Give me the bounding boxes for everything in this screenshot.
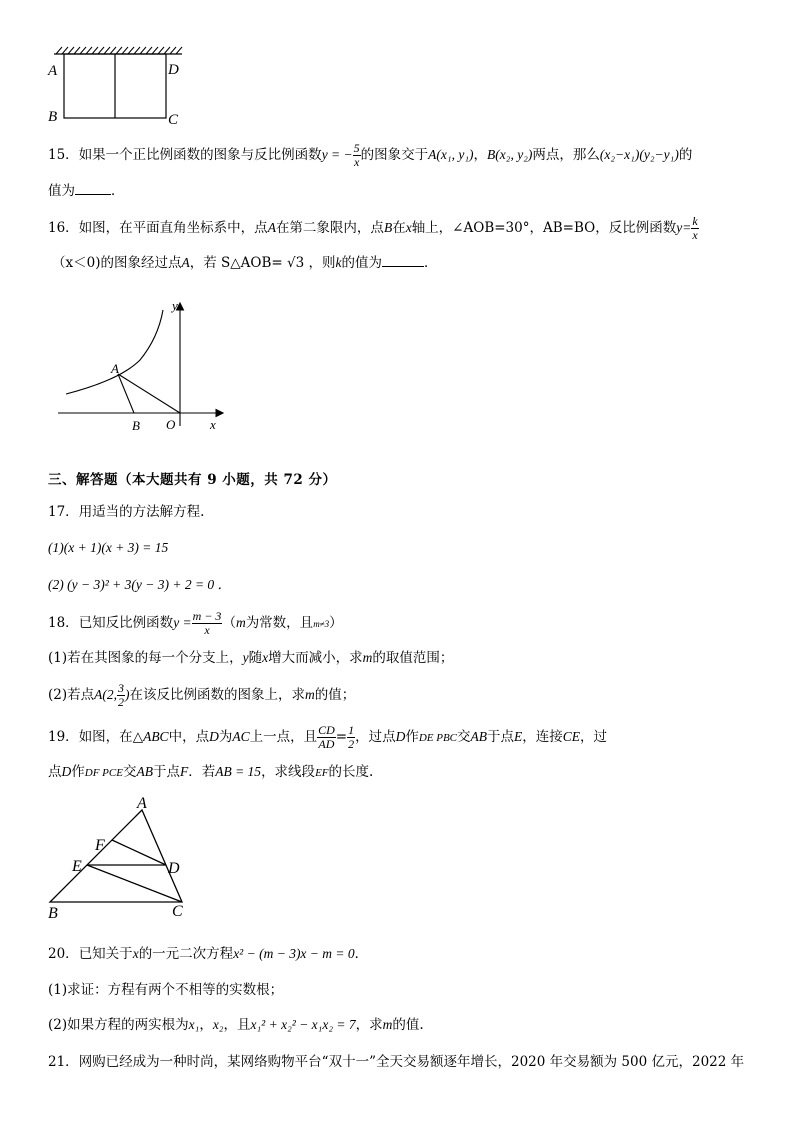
q16-line2a: （x＜0)的图象经过点 [52,255,182,271]
q15-pointA: A(x₁, y₁) [428,147,474,162]
q19-D: D [209,729,219,744]
q19-triangle: △ABC [132,729,169,744]
q20-p2a: (2)如果方程的两实根为 [48,1017,189,1033]
q17-number: 17． [48,504,79,520]
q19-l2g: 的长度. [328,764,374,780]
section3-heading: 三、解答题（本大题共有 9 小题，共 72 分） [48,472,337,488]
q19-l2-F: F [179,764,189,779]
q19-text10: ，过 [580,729,608,745]
q20-line1 [48,944,368,964]
q19-l2a: 点 [48,764,62,780]
q18-p1c: 增大而减小，求 [268,650,363,666]
label-E: E [72,858,82,875]
q18-fraction: $\frac{m - 3}{x}$ [192,609,222,637]
q20-equation: x² − (m − 3)x − m = 0 [233,946,355,961]
q16-yeq: y= [676,220,692,235]
q19-text3: 为 [218,729,233,745]
q17-part1: (1)(x + 1)(x + 3) = 15 [48,540,169,555]
q21-line1 [48,1052,744,1072]
q20-sep: ， [199,1017,213,1033]
q18-text4: ） [329,615,343,631]
q19-text4: 上一点，且 [249,729,318,745]
q15-line1 [48,142,692,169]
q19-l2-D: D [61,764,72,779]
q20-x2: x₂ [212,1017,224,1032]
q17-line1 [48,502,204,522]
q18-p2-close: ) [125,687,130,702]
q19-text6: 作 [405,729,419,745]
q16-fraction: $\frac{k}{x}$ [692,214,698,242]
label-B: B [132,418,140,433]
q20-number: 20． [48,946,79,962]
q18-p2a: (2)若点 [48,687,95,703]
label-D: D [168,62,179,78]
q19-line2 [48,762,373,783]
label-x: x [210,417,216,432]
q20-part2 [48,1015,424,1035]
q20-text2: 的一元二次方程 [138,946,234,962]
q18-p2-point: A(2, [94,687,117,702]
q16-A: A [267,220,276,235]
q19-AC: AC [232,729,250,744]
q18-p2c: 的值； [314,687,356,703]
q19-fraction2: $\frac{1}{2}$ [348,723,355,751]
q19-E: E [514,729,523,744]
q19-l2c: 交 [122,764,137,780]
q19-l2-value: AB = 15 [215,764,262,779]
q19-l2-AB: AB [136,764,153,779]
q19-text7: 交 [457,729,471,745]
q18-p2-fraction: $\frac{3}{2}$ [118,681,124,709]
q18-p1b: 随 [248,650,263,666]
q19-CE: CE [562,729,581,744]
q15-text2: 的图象交于 [360,147,429,163]
q15-end: ． [111,183,125,199]
label-C: C [168,112,179,128]
q15-fraction: $\frac{5}{x}$ [353,141,360,169]
triangle-ABC [50,810,182,902]
q16-coordinate-figure [52,296,232,438]
q18-yeq: y = [173,615,192,630]
q19-text2: 中，点 [168,729,210,745]
q15-answer-blank [75,180,111,195]
q19-text5: ，过点 [355,729,396,745]
ceiling-hatch [56,47,182,54]
q17-part2: (2) (y − 3)² + 3(y − 3) + 2 = 0 ． [48,577,232,592]
segment-DF [112,840,166,865]
q19-fraction1: $\frac{CD}{AD}$ [318,723,335,751]
label-O: O [166,417,176,432]
q18-text1: 已知反比例函数 [78,615,174,631]
q20-x: x [132,946,139,961]
hanging-rectangle-figure [40,44,190,129]
label-A: A [48,63,58,79]
q18-p1-y: y [242,650,249,665]
q15-pointB: B(x₂, y₂) [487,147,533,162]
q20-end: ． [354,946,369,962]
q20-p2c: ，求 [355,1017,383,1033]
q19-line1 [48,724,607,751]
q16-k: k [335,255,342,270]
q21-number: 21． [48,1054,79,1070]
q16-A2: A [181,255,190,270]
q21-text: 网购已经成为一种时尚，某网络购物平台“双十一”全天交易额逐年增长，2020 年交易额为 500 亿元，2022 年 [78,1054,745,1070]
label-A: A [137,795,147,812]
q18-p1-x: x [262,650,269,665]
q19-l2f: ，求线段 [261,764,316,780]
label-B: B [48,109,58,125]
q18-line1 [48,610,343,637]
q18-p2-m: m [305,687,315,702]
q19-l2-EF: EF [315,767,329,779]
q19-text1: 如图，在 [78,729,133,745]
q19-eq: = [335,729,348,745]
q18-text3: 为常数，且 [245,615,314,631]
q16-x: x [405,220,412,235]
q18-part1 [48,648,453,668]
q19-number: 19． [48,729,79,745]
q16-text1: 如图，在平面直角坐标系中，点 [78,220,268,236]
q17-text: 用适当的方法解方程. [78,504,205,520]
q19-l2d: 于点 [152,764,180,780]
q20-part1: (1)求证：方程有两个不相等的实数根； [48,982,284,998]
q15-text1: 如果一个正比例函数的图象与反比例函数 [78,147,322,163]
q16-end: ． [423,255,438,271]
q19-D2: D [395,729,406,744]
q16-line2 [52,252,437,273]
label-C: C [172,903,183,920]
q16-line1 [48,215,699,242]
label-B: B [48,905,58,922]
q15-sep: ， [473,147,488,163]
q15-text4: 的 [678,147,693,163]
q19-parallel2: DF PCE [84,767,123,779]
q19-text9: ，连接 [522,729,563,745]
q20-p2d: 的值. [392,1017,424,1033]
q19-text8: 于点 [487,729,515,745]
q16-line2c: 的值为 [341,255,382,271]
q18-part2 [48,682,355,709]
q16-text3: 在 [392,220,406,236]
q15-func: y = − [321,147,353,162]
q18-p1a: (1)若在其图象的每一个分支上， [48,650,243,666]
q19-l2e: ．若 [188,764,216,780]
q18-number: 18． [48,615,79,631]
q18-m: m [235,615,246,630]
q15-text3: 两点，那么 [532,147,600,163]
q15-line2-text: 值为 [48,183,75,199]
label-y: y [172,298,178,313]
segment-AO [118,374,180,413]
q16-answer-blank [382,252,424,267]
label-D: D [168,860,180,877]
q20-p2b: ，且 [223,1017,251,1033]
q16-text2: 在第二象限内，点 [275,220,384,236]
q18-p2b: 在该反比例函数的图象上，求 [129,687,305,703]
q16-line2b: ，若 S△AOB= √3 ，则 [189,255,336,271]
q18-text2: （ [222,615,236,631]
q18-condition: m≠3 [313,619,330,629]
q15-number: 15． [48,147,79,163]
q20-x1: x₁ [188,1017,200,1032]
q16-text4: 轴上，∠AOB=30°，AB=BO，反比例函数 [411,220,677,236]
q18-p1-m: m [362,650,373,665]
hyperbola-curve [66,310,163,394]
segment-AB [118,374,134,413]
q16-B: B [383,220,393,235]
q19-AB: AB [470,729,488,744]
q19-triangle-figure [40,792,200,922]
q16-number: 16． [48,220,79,236]
q20-p2-equation: x₁² + x₂² − x₁x₂ = 7 [250,1017,356,1032]
q20-p2-m: m [382,1017,393,1032]
label-F: F [95,837,105,854]
label-A: A [111,361,119,376]
q19-l2b: 作 [71,764,85,780]
q18-p1d: 的取值范围； [372,650,454,666]
q20-text1: 已知关于 [78,946,133,962]
q15-expr: (x₂−x₁)(y₂−y₁) [599,147,679,162]
q19-parallel1: DE PBC [418,732,458,744]
q15-line2 [48,180,125,201]
